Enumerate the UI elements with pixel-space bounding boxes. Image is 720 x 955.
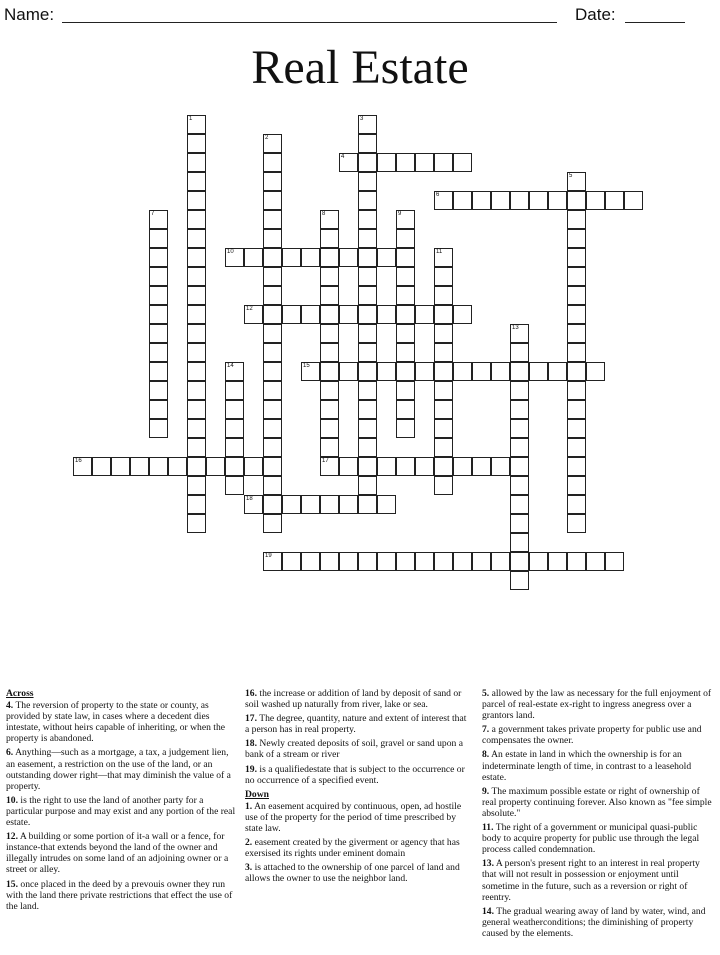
- crossword-cell[interactable]: [339, 552, 358, 571]
- clue-column-3: [482, 688, 714, 942]
- crossword-cell[interactable]: [491, 552, 510, 571]
- clue-number: 2: [265, 135, 269, 141]
- clue-number: 18: [246, 496, 253, 502]
- clue-number: 5: [569, 173, 573, 179]
- crossword-cell[interactable]: [510, 362, 529, 381]
- crossword-cell[interactable]: [434, 400, 453, 419]
- crossword-cell[interactable]: [149, 210, 168, 229]
- crossword-cell[interactable]: [510, 495, 529, 514]
- crossword-cell[interactable]: [225, 476, 244, 495]
- crossword-cell[interactable]: [453, 457, 472, 476]
- crossword-cell[interactable]: [358, 210, 377, 229]
- crossword-cell[interactable]: [320, 343, 339, 362]
- crossword-cell[interactable]: [510, 457, 529, 476]
- crossword-cell[interactable]: [358, 343, 377, 362]
- clue-down-5: 5. allowed by the law as necessary for the full enjoyment of parcel of real-estate ex-right to ingress anegress over a grantors land.: [482, 688, 712, 722]
- crossword-cell[interactable]: [263, 552, 282, 571]
- crossword-cell[interactable]: [358, 552, 377, 571]
- crossword-cell[interactable]: [396, 229, 415, 248]
- crossword-cell[interactable]: [396, 267, 415, 286]
- crossword-cell[interactable]: [358, 476, 377, 495]
- crossword-cell[interactable]: [187, 324, 206, 343]
- clue-number: 14: [227, 363, 234, 369]
- crossword-cell[interactable]: [472, 191, 491, 210]
- crossword-cell[interactable]: [567, 286, 586, 305]
- crossword-cell[interactable]: [339, 153, 358, 172]
- crossword-cell[interactable]: [339, 362, 358, 381]
- crossword-cell[interactable]: [377, 457, 396, 476]
- crossword-cell[interactable]: [187, 191, 206, 210]
- crossword-cell[interactable]: [567, 324, 586, 343]
- crossword-cell[interactable]: [358, 267, 377, 286]
- crossword-cell[interactable]: [263, 229, 282, 248]
- crossword-cell[interactable]: [92, 457, 111, 476]
- crossword-cell[interactable]: [396, 457, 415, 476]
- clue-across-6: 6. Anything—such as a mortgage, a tax, a judgement lien, an easement, a restriction on the use of the land, or an outstanding dower right—that may diminish the value of a property.: [6, 747, 231, 792]
- crossword-cell[interactable]: [187, 153, 206, 172]
- name-label: Name:: [4, 5, 55, 24]
- crossword-cell[interactable]: [567, 191, 586, 210]
- clue-across-17: 17. The degree, quantity, nature and extent of interest that a person has in real property.: [245, 713, 467, 736]
- crossword-cell[interactable]: [301, 248, 320, 267]
- crossword-cell[interactable]: [187, 400, 206, 419]
- crossword-cell[interactable]: [434, 552, 453, 571]
- clue-number: 3: [360, 116, 364, 122]
- crossword-cell[interactable]: [149, 267, 168, 286]
- crossword-cell[interactable]: [434, 419, 453, 438]
- crossword-cell[interactable]: [149, 419, 168, 438]
- crossword-cell[interactable]: [358, 419, 377, 438]
- crossword-cell[interactable]: [453, 362, 472, 381]
- crossword-cell[interactable]: [510, 438, 529, 457]
- crossword-cell[interactable]: [586, 552, 605, 571]
- crossword-cell[interactable]: [301, 552, 320, 571]
- crossword-cell[interactable]: [586, 191, 605, 210]
- clue-number: 13: [512, 325, 519, 331]
- clue-across-12: 12. A building or some portion of it-a wall or a fence, for instance-that extends beyond the land of the owner and illegally intrudes on some land of an adjoining owner or a street or alley.: [6, 831, 229, 876]
- crossword-cell[interactable]: [453, 552, 472, 571]
- crossword-cell[interactable]: [187, 305, 206, 324]
- crossword-cell[interactable]: [567, 267, 586, 286]
- crossword-cell[interactable]: [415, 457, 434, 476]
- crossword-cell[interactable]: [263, 381, 282, 400]
- crossword-cell[interactable]: [567, 172, 586, 191]
- crossword-cell[interactable]: [415, 305, 434, 324]
- crossword-cell[interactable]: [358, 381, 377, 400]
- clue-number: 15: [303, 363, 310, 369]
- crossword-cell[interactable]: [149, 305, 168, 324]
- crossword-cell[interactable]: [225, 438, 244, 457]
- crossword-cell[interactable]: [510, 324, 529, 343]
- crossword-cell[interactable]: [263, 400, 282, 419]
- crossword-cell[interactable]: [187, 419, 206, 438]
- crossword-cell[interactable]: [339, 457, 358, 476]
- crossword-cell[interactable]: [149, 362, 168, 381]
- crossword-cell[interactable]: [396, 552, 415, 571]
- crossword-cell[interactable]: [320, 438, 339, 457]
- crossword-cell[interactable]: [320, 229, 339, 248]
- clue-down-1: 1. An easement acquired by continuous, open, ad hostile use of the property for the period of time prescribed by state law.: [245, 800, 462, 835]
- crossword-cell[interactable]: [263, 514, 282, 533]
- crossword-cell[interactable]: [491, 457, 510, 476]
- crossword-cell[interactable]: [149, 229, 168, 248]
- crossword-cell[interactable]: [510, 400, 529, 419]
- crossword-cell[interactable]: [434, 438, 453, 457]
- clue-across-4: 4. The reversion of property to the state or county, as provided by state law, in cases where a decedent dies intestate, without heirs capable of inheriting, or when the property is abandoned.: [6, 700, 225, 745]
- crossword-cell[interactable]: [434, 286, 453, 305]
- crossword-cell[interactable]: [130, 457, 149, 476]
- crossword-cell[interactable]: [263, 305, 282, 324]
- crossword-cell[interactable]: [434, 267, 453, 286]
- crossword-cell[interactable]: [149, 381, 168, 400]
- crossword-cell[interactable]: [529, 552, 548, 571]
- crossword-cell[interactable]: [187, 343, 206, 362]
- crossword-cell[interactable]: [358, 400, 377, 419]
- crossword-cell[interactable]: [225, 457, 244, 476]
- crossword-cell[interactable]: [396, 343, 415, 362]
- crossword-cell[interactable]: [434, 153, 453, 172]
- crossword-cell[interactable]: [149, 286, 168, 305]
- crossword-cell[interactable]: [567, 419, 586, 438]
- crossword-cell[interactable]: [358, 115, 377, 134]
- crossword-cell[interactable]: [491, 362, 510, 381]
- crossword-cell[interactable]: [301, 305, 320, 324]
- crossword-cell[interactable]: [263, 343, 282, 362]
- crossword-cell[interactable]: [567, 552, 586, 571]
- crossword-cell[interactable]: [434, 476, 453, 495]
- crossword-cell[interactable]: [472, 457, 491, 476]
- crossword-cell[interactable]: [510, 191, 529, 210]
- crossword-cell[interactable]: [225, 248, 244, 267]
- crossword-cell[interactable]: [358, 134, 377, 153]
- crossword-cell[interactable]: [510, 571, 529, 590]
- crossword-cell[interactable]: [358, 457, 377, 476]
- clue-across-18: 18. Newly created deposits of soil, gravel or sand upon a bank of a stream or river: [245, 738, 463, 761]
- crossword-cell[interactable]: [225, 400, 244, 419]
- crossword-cell[interactable]: [301, 362, 320, 381]
- clue-number: 7: [151, 211, 155, 217]
- crossword-cell[interactable]: [187, 381, 206, 400]
- crossword-cell[interactable]: [187, 438, 206, 457]
- crossword-cell[interactable]: [472, 552, 491, 571]
- crossword-cell[interactable]: [434, 324, 453, 343]
- crossword-cell[interactable]: [320, 267, 339, 286]
- clue-down-11: 11. The right of a government or municipal quasi-public body to acquire property for public use through the legal process called condemnation.: [482, 822, 700, 856]
- clue-down-13: 13. A person's present right to an interest in real property that will not result in possession or enjoyment until sometime in the future, such as a reversion or right of reentry.: [482, 858, 700, 903]
- crossword-cell[interactable]: [358, 172, 377, 191]
- clue-across-15: 15. once placed in the deed by a prevouis owner they run with the land there private restrictions that effect the use of the land.: [6, 878, 233, 912]
- clue-number: 16: [75, 458, 82, 464]
- crossword-cell[interactable]: [358, 305, 377, 324]
- crossword-cell[interactable]: [605, 552, 624, 571]
- crossword-cell[interactable]: [187, 286, 206, 305]
- crossword-cell[interactable]: [149, 457, 168, 476]
- crossword-cell[interactable]: [605, 191, 624, 210]
- crossword-cell[interactable]: [567, 229, 586, 248]
- crossword-cell[interactable]: [567, 210, 586, 229]
- crossword-cell[interactable]: [548, 552, 567, 571]
- crossword-cell[interactable]: [567, 476, 586, 495]
- crossword-cell[interactable]: [377, 495, 396, 514]
- crossword-cell[interactable]: [434, 457, 453, 476]
- crossword-cell[interactable]: [187, 495, 206, 514]
- clue-across-19: 19. is a qualifiedestate that is subject to the occurrence or no occurrence of a specified event.: [245, 763, 465, 786]
- clue-across-16: 16. the increase or addition of land by deposit of sand or soil washed up naturally from river, lake or sea.: [245, 688, 462, 711]
- crossword-cell[interactable]: [396, 286, 415, 305]
- crossword-cell[interactable]: [396, 248, 415, 267]
- clue-number: 8: [322, 211, 326, 217]
- down-heading: Down: [245, 788, 269, 800]
- crossword-cell[interactable]: [567, 457, 586, 476]
- crossword-cell[interactable]: [263, 267, 282, 286]
- crossword-cell[interactable]: [263, 286, 282, 305]
- crossword-cell[interactable]: [567, 362, 586, 381]
- crossword-cell[interactable]: [244, 305, 263, 324]
- crossword-cell[interactable]: [206, 457, 225, 476]
- puzzle-title: Real Estate: [251, 41, 469, 94]
- crossword-cell[interactable]: [320, 495, 339, 514]
- crossword-cell[interactable]: [320, 324, 339, 343]
- crossword-cell[interactable]: [415, 362, 434, 381]
- crossword-cell[interactable]: [149, 400, 168, 419]
- crossword-cell[interactable]: [244, 495, 263, 514]
- crossword-cell[interactable]: [453, 153, 472, 172]
- crossword-cell[interactable]: [263, 457, 282, 476]
- crossword-cell[interactable]: [187, 229, 206, 248]
- crossword-cell[interactable]: [149, 324, 168, 343]
- crossword-cell[interactable]: [263, 191, 282, 210]
- clue-down-9: 9. The maximum possible estate or right of ownership of real property continuing forever. Also known as "fee simple absolute.": [482, 785, 712, 819]
- crossword-cell[interactable]: [396, 419, 415, 438]
- crossword-cell[interactable]: [225, 362, 244, 381]
- clue-down-8: 8. An estate in land in which the ownership is for an indeterminate length of time, in contrast to a leasehold estate.: [482, 749, 692, 783]
- clue-column-2: [245, 688, 473, 888]
- crossword-cell[interactable]: [187, 457, 206, 476]
- across-heading: Across: [6, 688, 34, 699]
- crossword-cell[interactable]: [263, 248, 282, 267]
- crossword-cell[interactable]: [396, 305, 415, 324]
- crossword-cell[interactable]: [567, 248, 586, 267]
- crossword-cell[interactable]: [358, 495, 377, 514]
- clue-number: 17: [322, 458, 329, 464]
- clue-down-2: 2. easement created by the giverment or agency that has exersised its rights under eminent domain: [245, 837, 460, 860]
- clue-number: 1: [189, 116, 193, 122]
- crossword-cell[interactable]: [510, 419, 529, 438]
- crossword-cell[interactable]: [567, 400, 586, 419]
- crossword-cell[interactable]: [111, 457, 130, 476]
- crossword-cell[interactable]: [320, 381, 339, 400]
- crossword-cell[interactable]: [491, 191, 510, 210]
- crossword-cell[interactable]: [358, 324, 377, 343]
- crossword-cell[interactable]: [453, 305, 472, 324]
- crossword-cell[interactable]: [187, 210, 206, 229]
- crossword-cell[interactable]: [339, 248, 358, 267]
- crossword-cell[interactable]: [396, 381, 415, 400]
- crossword-cell[interactable]: [320, 419, 339, 438]
- crossword-cell[interactable]: [529, 191, 548, 210]
- crossword-cell[interactable]: [377, 248, 396, 267]
- clue-down-3: 3. is attached to the ownership of one parcel of land and allows the owner to use the neighbor land.: [245, 862, 460, 885]
- clue-number: 6: [436, 192, 440, 198]
- crossword-cell[interactable]: [263, 134, 282, 153]
- crossword-cell[interactable]: [263, 210, 282, 229]
- crossword-cell[interactable]: [358, 229, 377, 248]
- crossword-cell[interactable]: [282, 248, 301, 267]
- crossword-cell[interactable]: [624, 191, 643, 210]
- crossword-cell[interactable]: [472, 362, 491, 381]
- crossword-cell[interactable]: [434, 343, 453, 362]
- crossword-cell[interactable]: [320, 552, 339, 571]
- crossword-cell[interactable]: [529, 362, 548, 381]
- crossword-cell[interactable]: [263, 438, 282, 457]
- crossword-cell[interactable]: [187, 267, 206, 286]
- crossword-cell[interactable]: [434, 305, 453, 324]
- crossword-cell[interactable]: [358, 286, 377, 305]
- crossword-cell[interactable]: [263, 476, 282, 495]
- crossword-cell[interactable]: [263, 419, 282, 438]
- crossword-cell[interactable]: [149, 343, 168, 362]
- crossword-cell[interactable]: [567, 514, 586, 533]
- crossword-cell[interactable]: [377, 153, 396, 172]
- crossword-cell[interactable]: [301, 495, 320, 514]
- crossword-cell[interactable]: [510, 533, 529, 552]
- crossword-cell[interactable]: [377, 552, 396, 571]
- crossword-cell[interactable]: [339, 305, 358, 324]
- clue-number: 10: [227, 249, 234, 255]
- date-label: Date:: [575, 5, 616, 24]
- crossword-cell[interactable]: [187, 248, 206, 267]
- crossword-cell[interactable]: [339, 495, 358, 514]
- crossword-cell[interactable]: [187, 115, 206, 134]
- crossword-cell[interactable]: [187, 172, 206, 191]
- crossword-cell[interactable]: [377, 305, 396, 324]
- crossword-cell[interactable]: [320, 210, 339, 229]
- crossword-cell[interactable]: [358, 362, 377, 381]
- crossword-cell[interactable]: [434, 191, 453, 210]
- crossword-cell[interactable]: [358, 153, 377, 172]
- crossword-cell[interactable]: [263, 153, 282, 172]
- clue-number: 4: [341, 154, 345, 160]
- crossword-cell[interactable]: [73, 457, 92, 476]
- crossword-cell[interactable]: [396, 324, 415, 343]
- crossword-cell[interactable]: [320, 305, 339, 324]
- crossword-cell[interactable]: [282, 552, 301, 571]
- crossword-cell[interactable]: [320, 400, 339, 419]
- crossword-cell[interactable]: [510, 514, 529, 533]
- crossword-cell[interactable]: [377, 362, 396, 381]
- clue-number: 19: [265, 553, 272, 559]
- crossword-cell[interactable]: [434, 248, 453, 267]
- crossword-cell[interactable]: [567, 495, 586, 514]
- crossword-cell[interactable]: [282, 305, 301, 324]
- crossword-cell[interactable]: [510, 476, 529, 495]
- crossword-cell[interactable]: [263, 362, 282, 381]
- crossword-cell[interactable]: [320, 362, 339, 381]
- crossword-cell[interactable]: [263, 172, 282, 191]
- crossword-cell[interactable]: [358, 191, 377, 210]
- crossword-cell[interactable]: [415, 552, 434, 571]
- crossword-cell[interactable]: [225, 381, 244, 400]
- crossword-cell[interactable]: [453, 191, 472, 210]
- crossword-cell[interactable]: [434, 362, 453, 381]
- clue-number: 12: [246, 306, 253, 312]
- crossword-cell[interactable]: [567, 343, 586, 362]
- crossword-cell[interactable]: [434, 381, 453, 400]
- crossword-cell[interactable]: [244, 248, 263, 267]
- clue-number: 9: [398, 211, 402, 217]
- crossword-cell[interactable]: [396, 153, 415, 172]
- crossword-cell[interactable]: [415, 153, 434, 172]
- crossword-cell[interactable]: [396, 362, 415, 381]
- crossword-cell[interactable]: [168, 457, 187, 476]
- crossword-cell[interactable]: [567, 381, 586, 400]
- crossword-cell[interactable]: [510, 552, 529, 571]
- crossword-cell[interactable]: [510, 343, 529, 362]
- crossword-cell[interactable]: [187, 514, 206, 533]
- crossword-cell[interactable]: [396, 210, 415, 229]
- crossword-cell[interactable]: [187, 476, 206, 495]
- clue-number: 11: [436, 249, 443, 255]
- clue-down-14: 14. The gradual wearing away of land by water, wind, and general weatherconditions; the diminishing of property caused by the elements.: [482, 905, 706, 939]
- crossword-cell[interactable]: [187, 134, 206, 153]
- crossword-cell[interactable]: [548, 191, 567, 210]
- crossword-cell[interactable]: [567, 438, 586, 457]
- crossword-cell[interactable]: [263, 324, 282, 343]
- crossword-cell[interactable]: [263, 495, 282, 514]
- crossword-cell[interactable]: [320, 457, 339, 476]
- crossword-cell[interactable]: [567, 305, 586, 324]
- crossword-cell[interactable]: [282, 495, 301, 514]
- clue-down-7: 7. a government takes private property for public use and compensates the owner.: [482, 724, 702, 747]
- crossword-cell[interactable]: [320, 286, 339, 305]
- crossword-cell[interactable]: [225, 419, 244, 438]
- crossword-cell[interactable]: [149, 248, 168, 267]
- crossword-cell[interactable]: [358, 248, 377, 267]
- clue-column-1: [6, 688, 236, 915]
- crossword-cell[interactable]: [244, 457, 263, 476]
- crossword-cell[interactable]: [320, 248, 339, 267]
- crossword-cell[interactable]: [548, 362, 567, 381]
- crossword-cell[interactable]: [586, 362, 605, 381]
- crossword-cell[interactable]: [187, 362, 206, 381]
- crossword-cell[interactable]: [358, 438, 377, 457]
- crossword-cell[interactable]: [510, 381, 529, 400]
- crossword-cell[interactable]: [396, 400, 415, 419]
- clue-across-10: 10. is the right to use the land of another party for a particular purpose and may exist and any portion of the real estate.: [6, 794, 236, 829]
